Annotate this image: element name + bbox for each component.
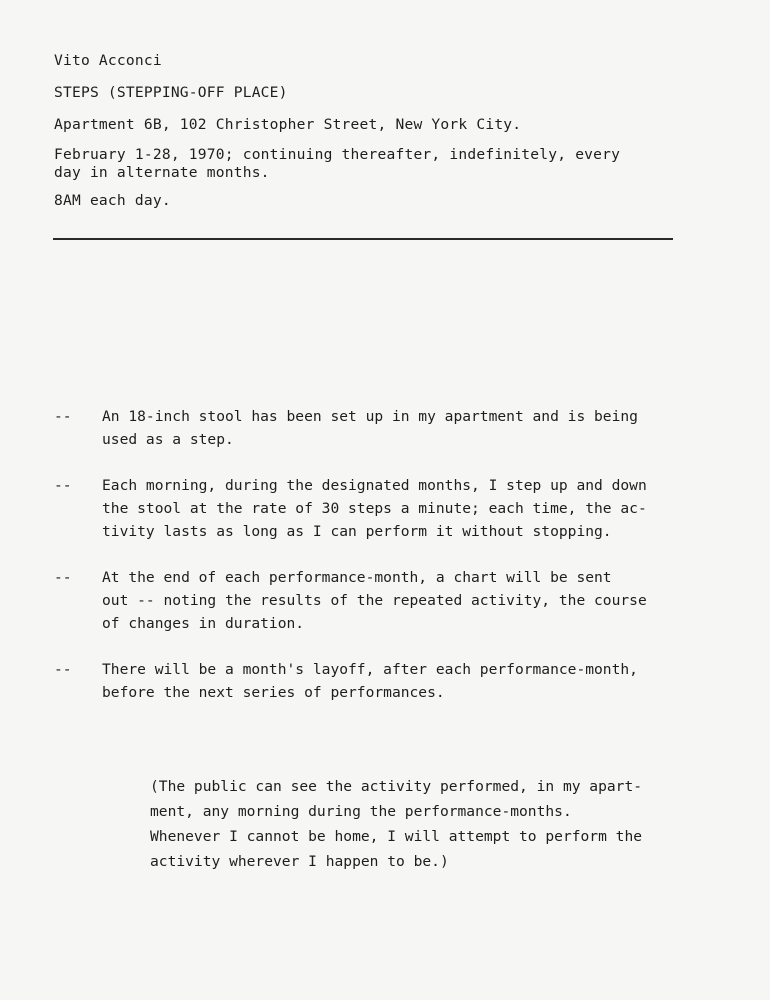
work-title: STEPS (STEPPING-OFF PLACE) — [54, 84, 288, 101]
dash-bullet: -- — [54, 661, 72, 678]
list-item-text: At the end of each performance-month, a chart will be sent out -- noting the results of the repeated activity, the course of changes in duration. — [102, 569, 647, 632]
horizontal-rule — [53, 238, 673, 240]
dash-bullet: -- — [54, 408, 72, 425]
dates-line: February 1-28, 1970; continuing thereafter, indefinitely, every day in alternate months. — [54, 146, 621, 181]
list-item-text: There will be a month's layoff, after each performance-month, before the next series of performances. — [102, 661, 638, 701]
author-name: Vito Acconci — [54, 52, 162, 69]
location-line: Apartment 6B, 102 Christopher Street, New York City. — [54, 116, 522, 133]
dash-bullet: -- — [54, 477, 72, 494]
parenthetical-note: (The public can see the activity performed, in my apart- ment, any morning during the performance-months. Whenever I cannot be home, I will attempt to perform the activity wherever I happen to be.) — [150, 778, 643, 870]
list-item-text: An 18-inch stool has been set up in my apartment and is being used as a step. — [102, 408, 638, 448]
list-item-text: Each morning, during the designated months, I step up and down the stool at the rate of 30 steps a minute; each time, the ac- tivity lasts as long as I can perform it without stopping. — [102, 477, 647, 540]
time-line: 8AM each day. — [54, 192, 171, 209]
dash-bullet: -- — [54, 569, 72, 586]
